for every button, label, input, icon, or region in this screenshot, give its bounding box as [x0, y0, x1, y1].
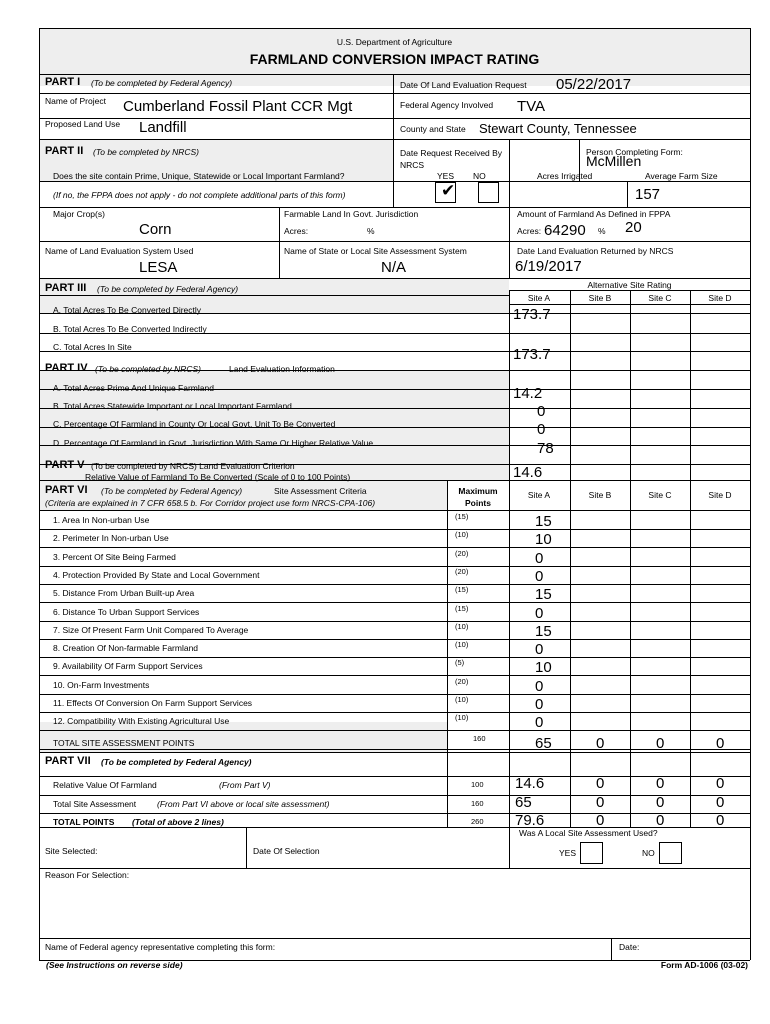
- part1-note: (To be completed by Federal Agency): [91, 78, 233, 88]
- criteria-site-a-value[interactable]: 0: [535, 696, 544, 713]
- part7-row-label: Relative Value Of Farmland: [53, 780, 157, 790]
- criteria-site-a-value[interactable]: 0: [535, 714, 544, 731]
- farmland-conversion-form: [39, 28, 750, 960]
- part7-row-note: (From Part VI above or local site assessment): [157, 799, 330, 809]
- part4-label: PART IV: [45, 362, 88, 374]
- criteria-site-a-value[interactable]: 0: [535, 568, 544, 585]
- prime-farmland-question: Does the site contain Prime, Unique, Statewide or Local Important Farmland?: [53, 171, 345, 181]
- rule-line: [39, 795, 750, 796]
- site-assessment-system-value[interactable]: N/A: [381, 259, 407, 276]
- criteria-site-a-value[interactable]: 10: [535, 659, 552, 676]
- rule-line: [39, 278, 750, 279]
- total-site-value-a[interactable]: 65: [535, 735, 552, 752]
- fppa-percent-label: %: [598, 226, 606, 236]
- part6-site-header-a: Site A: [527, 490, 551, 500]
- checkmark-icon: ✔: [441, 181, 456, 200]
- reason-selection-label: Reason For Selection:: [45, 870, 130, 880]
- date-returned-label: Date Land Evaluation Returned by NRCS: [517, 246, 674, 256]
- rule-line: [39, 529, 750, 530]
- local-no-checkbox[interactable]: [659, 842, 682, 864]
- criteria-max-points: (20): [455, 567, 469, 576]
- local-no-label: NO: [642, 848, 655, 858]
- fppa-farmland-label: Amount of Farmland As Defined in FPPA: [517, 209, 671, 219]
- part7-value-a[interactable]: 14.6: [515, 775, 545, 792]
- prime-no-checkbox[interactable]: [478, 182, 499, 203]
- rule-line: [570, 290, 571, 827]
- part3-site-a-value[interactable]: 173.7: [513, 306, 551, 323]
- site-header-d: Site D: [708, 293, 732, 303]
- part4-note2: Land Evaluation Information: [229, 364, 335, 374]
- rule-line: [39, 28, 40, 960]
- rule-line: [39, 621, 750, 622]
- rule-line: [630, 290, 631, 827]
- part7-row-note: (Total of above 2 lines): [132, 817, 224, 827]
- part6-site-header-b: Site B: [588, 490, 612, 500]
- rule-line: [39, 181, 750, 182]
- criteria-row-label: 6. Distance To Urban Support Services: [53, 607, 200, 617]
- rule-line: [279, 207, 280, 278]
- part7-value-d[interactable]: 0: [716, 775, 725, 792]
- part3-note: (To be completed by Federal Agency): [97, 284, 239, 294]
- criteria-row-label: 7. Size Of Present Farm Unit Compared To Average: [53, 625, 249, 635]
- land-eval-system-label: Name of Land Evaluation System Used: [45, 246, 194, 256]
- criteria-max-points: (10): [455, 622, 469, 631]
- rule-line: [39, 584, 750, 585]
- major-crops-value[interactable]: Corn: [139, 221, 172, 238]
- rule-line: [39, 813, 750, 814]
- prime-no-label: NO: [473, 171, 486, 181]
- rule-line: [509, 139, 510, 278]
- part2-label: PART II: [45, 145, 84, 157]
- part6-site-header-c: Site C: [648, 490, 672, 500]
- criteria-row-label: 11. Effects Of Conversion On Farm Support Services: [53, 698, 253, 708]
- rule-line: [39, 602, 750, 603]
- farmable-acres-label: Acres:: [284, 226, 309, 236]
- local-assessment-question: Was A Local Site Assessment Used?: [519, 828, 658, 838]
- part7-value-d[interactable]: 0: [716, 812, 725, 829]
- part7-value-b[interactable]: 0: [596, 812, 605, 829]
- fppa-percent-value[interactable]: 20: [625, 219, 642, 236]
- federal-agency-value[interactable]: TVA: [517, 98, 546, 115]
- part6-label: PART VI: [45, 484, 88, 496]
- total-site-value-b[interactable]: 0: [596, 735, 605, 752]
- rule-line: [39, 675, 750, 676]
- acres-irrigated-label: Acres Irrigated: [537, 171, 593, 181]
- nrcs-label: NRCS: [400, 160, 425, 170]
- fppa-acres-value[interactable]: 64290: [544, 222, 586, 239]
- part7-label: PART VII: [45, 755, 91, 767]
- part5-note: (To be completed by NRCS) Land Evaluation Criterion: [91, 461, 295, 471]
- department-name: U.S. Department of Agriculture: [336, 37, 453, 47]
- max-points-label-2: Points: [465, 498, 491, 508]
- avg-farm-size-label: Average Farm Size: [645, 171, 718, 181]
- rule-line: [690, 290, 691, 827]
- farmable-land-label: Farmable Land In Govt. Jurisdiction: [284, 209, 419, 219]
- land-eval-system-value[interactable]: LESA: [139, 259, 178, 276]
- criteria-site-a-value[interactable]: 15: [535, 586, 552, 603]
- part4-note: (To be completed by NRCS): [95, 364, 201, 374]
- part3-row-label: B. Total Acres To Be Converted Indirectly: [53, 324, 207, 334]
- part4-row-label: C. Percentage Of Farmland in County Or Local Govt. Unit To Be Converted: [53, 419, 336, 429]
- part3-site-a-value[interactable]: 173.7: [513, 346, 551, 363]
- form-number: Form AD-1006 (03-02): [660, 960, 748, 970]
- county-state-value[interactable]: Stewart County, Tennessee: [479, 121, 637, 136]
- local-yes-label: YES: [559, 848, 577, 858]
- rule-line: [39, 93, 750, 94]
- site-header-a: Site A: [527, 293, 551, 303]
- rule-line: [39, 712, 750, 713]
- part6-note2: Site Assessment Criteria: [274, 486, 367, 496]
- avg-farm-size-value[interactable]: 157: [635, 186, 661, 203]
- criteria-max-points: (10): [455, 695, 469, 704]
- criteria-max-points: (5): [455, 658, 465, 667]
- part5-label: PART V: [45, 459, 85, 471]
- part7-note: (To be completed by Federal Agency): [101, 757, 252, 767]
- rule-line: [39, 566, 750, 567]
- date-request-value[interactable]: 05/22/2017: [556, 76, 632, 93]
- criteria-row-label: 5. Distance From Urban Built-up Area: [53, 588, 195, 598]
- fppa-acres-label: Acres:: [517, 226, 542, 236]
- site-header-b: Site B: [588, 293, 612, 303]
- part5-site-a-value[interactable]: 14.6: [513, 464, 543, 481]
- rule-line: [509, 827, 510, 868]
- rule-line: [39, 752, 750, 753]
- total-site-assessment-label: TOTAL SITE ASSESSMENT POINTS: [53, 738, 195, 748]
- signature-date-label: Date:: [619, 942, 640, 952]
- part7-value-c[interactable]: 0: [656, 794, 665, 811]
- criteria-site-a-value[interactable]: 0: [535, 550, 544, 567]
- footer-instructions: (See Instructions on reverse side): [46, 960, 183, 970]
- criteria-site-a-value[interactable]: 0: [535, 678, 544, 695]
- rule-line: [447, 480, 448, 827]
- total-site-assessment-max: 160: [473, 734, 486, 743]
- rule-line: [39, 749, 750, 750]
- part4-row-label: B. Total Acres Statewide Important or Local Important Farmland: [53, 401, 292, 411]
- rule-line: [39, 868, 750, 869]
- criteria-max-points: (10): [455, 530, 469, 539]
- part7-value-a[interactable]: 65: [515, 794, 532, 811]
- part7-row-label: Total Site Assessment: [53, 799, 137, 809]
- criteria-max-points: (15): [455, 585, 469, 594]
- part7-value-c[interactable]: 0: [656, 775, 665, 792]
- representative-name-label: Name of Federal agency representative completing this form:: [45, 942, 276, 952]
- criteria-site-a-value[interactable]: 0: [535, 641, 544, 658]
- person-completing-label: Person Completing Form:: [586, 147, 683, 157]
- part5-relative-value: Relative Value of Farmland To Be Converted (Scale of 0 to 100 Points): [85, 472, 351, 482]
- part7-max-points: 260: [471, 817, 484, 826]
- rule-line: [39, 351, 750, 352]
- criteria-max-points: (20): [455, 549, 469, 558]
- part1-label: PART I: [45, 76, 81, 88]
- site-selected-label: Site Selected:: [45, 846, 98, 856]
- criteria-row-label: 2. Perimeter In Non-urban Use: [53, 533, 169, 543]
- major-crops-label: Major Crop(s): [53, 209, 105, 219]
- rule-line: [509, 290, 510, 827]
- farmable-percent-label: %: [367, 226, 375, 236]
- form-title: FARMLAND CONVERSION IMPACT RATING: [249, 51, 540, 67]
- site-assessment-system-label: Name of State or Local Site Assessment System: [284, 246, 467, 256]
- rule-line: [39, 657, 750, 658]
- rule-line: [39, 510, 750, 511]
- land-use-label: Proposed Land Use: [45, 119, 121, 129]
- rule-line: [39, 28, 750, 29]
- part4-row-label: D. Percentage Of Farmland in Govt. Jurisdiction With Same Or Higher Relative Value: [53, 438, 374, 448]
- criteria-row-label: 4. Protection Provided By State and Local Government: [53, 570, 260, 580]
- site-header-c: Site C: [648, 293, 672, 303]
- criteria-row-label: 3. Percent Of Site Being Farmed: [53, 552, 176, 562]
- prime-yes-label: YES: [437, 171, 455, 181]
- part7-row-note: (From Part V): [219, 780, 271, 790]
- criteria-site-a-value[interactable]: 0: [535, 605, 544, 622]
- part4-row-label: A. Total Acres Prime And Unique Farmland: [53, 383, 214, 393]
- criteria-site-a-value[interactable]: 10: [535, 531, 552, 548]
- date-returned-value[interactable]: 6/19/2017: [515, 258, 582, 275]
- part3-row-label: C. Total Acres In Site: [53, 342, 132, 352]
- part3-label: PART III: [45, 282, 87, 294]
- rule-line: [39, 938, 750, 939]
- rule-line: [39, 74, 750, 75]
- part7-value-b[interactable]: 0: [596, 775, 605, 792]
- rule-line: [39, 730, 750, 731]
- project-name-label: Name of Project: [45, 96, 106, 106]
- rule-line: [39, 241, 750, 242]
- part7-value-d[interactable]: 0: [716, 794, 725, 811]
- part7-value-b[interactable]: 0: [596, 794, 605, 811]
- part7-value-a[interactable]: 79.6: [515, 812, 545, 829]
- criteria-max-points: (10): [455, 713, 469, 722]
- criteria-max-points: (10): [455, 640, 469, 649]
- criteria-max-points: (20): [455, 677, 469, 686]
- rule-line: [39, 639, 750, 640]
- rule-line: [750, 290, 751, 827]
- part7-max-points: 160: [471, 799, 484, 808]
- person-completing-value[interactable]: McMillen: [586, 153, 642, 169]
- date-received-label: Date Request Received By: [400, 148, 503, 158]
- criteria-row-label: 9. Availability Of Farm Support Services: [53, 661, 203, 671]
- date-selection-label: Date Of Selection: [253, 846, 320, 856]
- alt-site-rating-label: Alternative Site Rating: [587, 280, 672, 290]
- criteria-row-label: 8. Creation Of Non-farmable Farmland: [53, 643, 199, 653]
- rule-line: [39, 139, 750, 140]
- rule-line: [393, 139, 394, 207]
- criteria-row-label: 12. Compatibility With Existing Agricultural Use: [53, 716, 230, 726]
- part7-max-points: 100: [471, 780, 484, 789]
- rule-line: [39, 694, 750, 695]
- criteria-site-a-value[interactable]: 15: [535, 513, 552, 530]
- part7-row-label: TOTAL POINTS: [53, 817, 115, 827]
- rule-line: [611, 938, 612, 960]
- part6-note3: (Criteria are explained in 7 CFR 658.5 b. For Corridor project use form NRCS-CPA-106): [45, 498, 376, 508]
- part6-site-header-d: Site D: [708, 490, 732, 500]
- total-site-value-c[interactable]: 0: [656, 735, 665, 752]
- part4-site-a-value[interactable]: 0: [537, 421, 546, 438]
- part4-site-a-value[interactable]: 14.2: [513, 385, 543, 402]
- federal-agency-label: Federal Agency Involved: [400, 100, 494, 110]
- rule-line: [39, 207, 750, 208]
- part2-note: (To be completed by NRCS): [93, 147, 199, 157]
- rule-line: [39, 547, 750, 548]
- land-use-value[interactable]: Landfill: [139, 119, 187, 136]
- part7-value-c[interactable]: 0: [656, 812, 665, 829]
- criteria-row-label: 1. Area In Non-urban Use: [53, 515, 150, 525]
- rule-line: [39, 776, 750, 777]
- part3-row-label: A. Total Acres To Be Converted Directly: [53, 305, 202, 315]
- part4-site-a-value[interactable]: 78: [537, 440, 554, 457]
- criteria-site-a-value[interactable]: 15: [535, 623, 552, 640]
- criteria-max-points: (15): [455, 604, 469, 613]
- county-state-label: County and State: [400, 124, 466, 134]
- part6-note: (To be completed by Federal Agency): [101, 486, 243, 496]
- project-name-value[interactable]: Cumberland Fossil Plant CCR Mgt: [123, 98, 353, 115]
- part4-site-a-value[interactable]: 0: [537, 403, 546, 420]
- criteria-max-points: (15): [455, 512, 469, 521]
- max-points-label: Maximum: [458, 486, 498, 496]
- total-site-value-d[interactable]: 0: [716, 735, 725, 752]
- rule-line: [627, 181, 628, 207]
- rule-line: [246, 827, 247, 868]
- prime-farmland-note: (If no, the FPPA does not apply - do not complete additional parts of this form): [53, 190, 346, 200]
- date-request-label: Date Of Land Evaluation Request: [400, 80, 527, 90]
- criteria-row-label: 10. On-Farm Investments: [53, 680, 150, 690]
- local-yes-checkbox[interactable]: [580, 842, 603, 864]
- rule-line: [39, 295, 509, 296]
